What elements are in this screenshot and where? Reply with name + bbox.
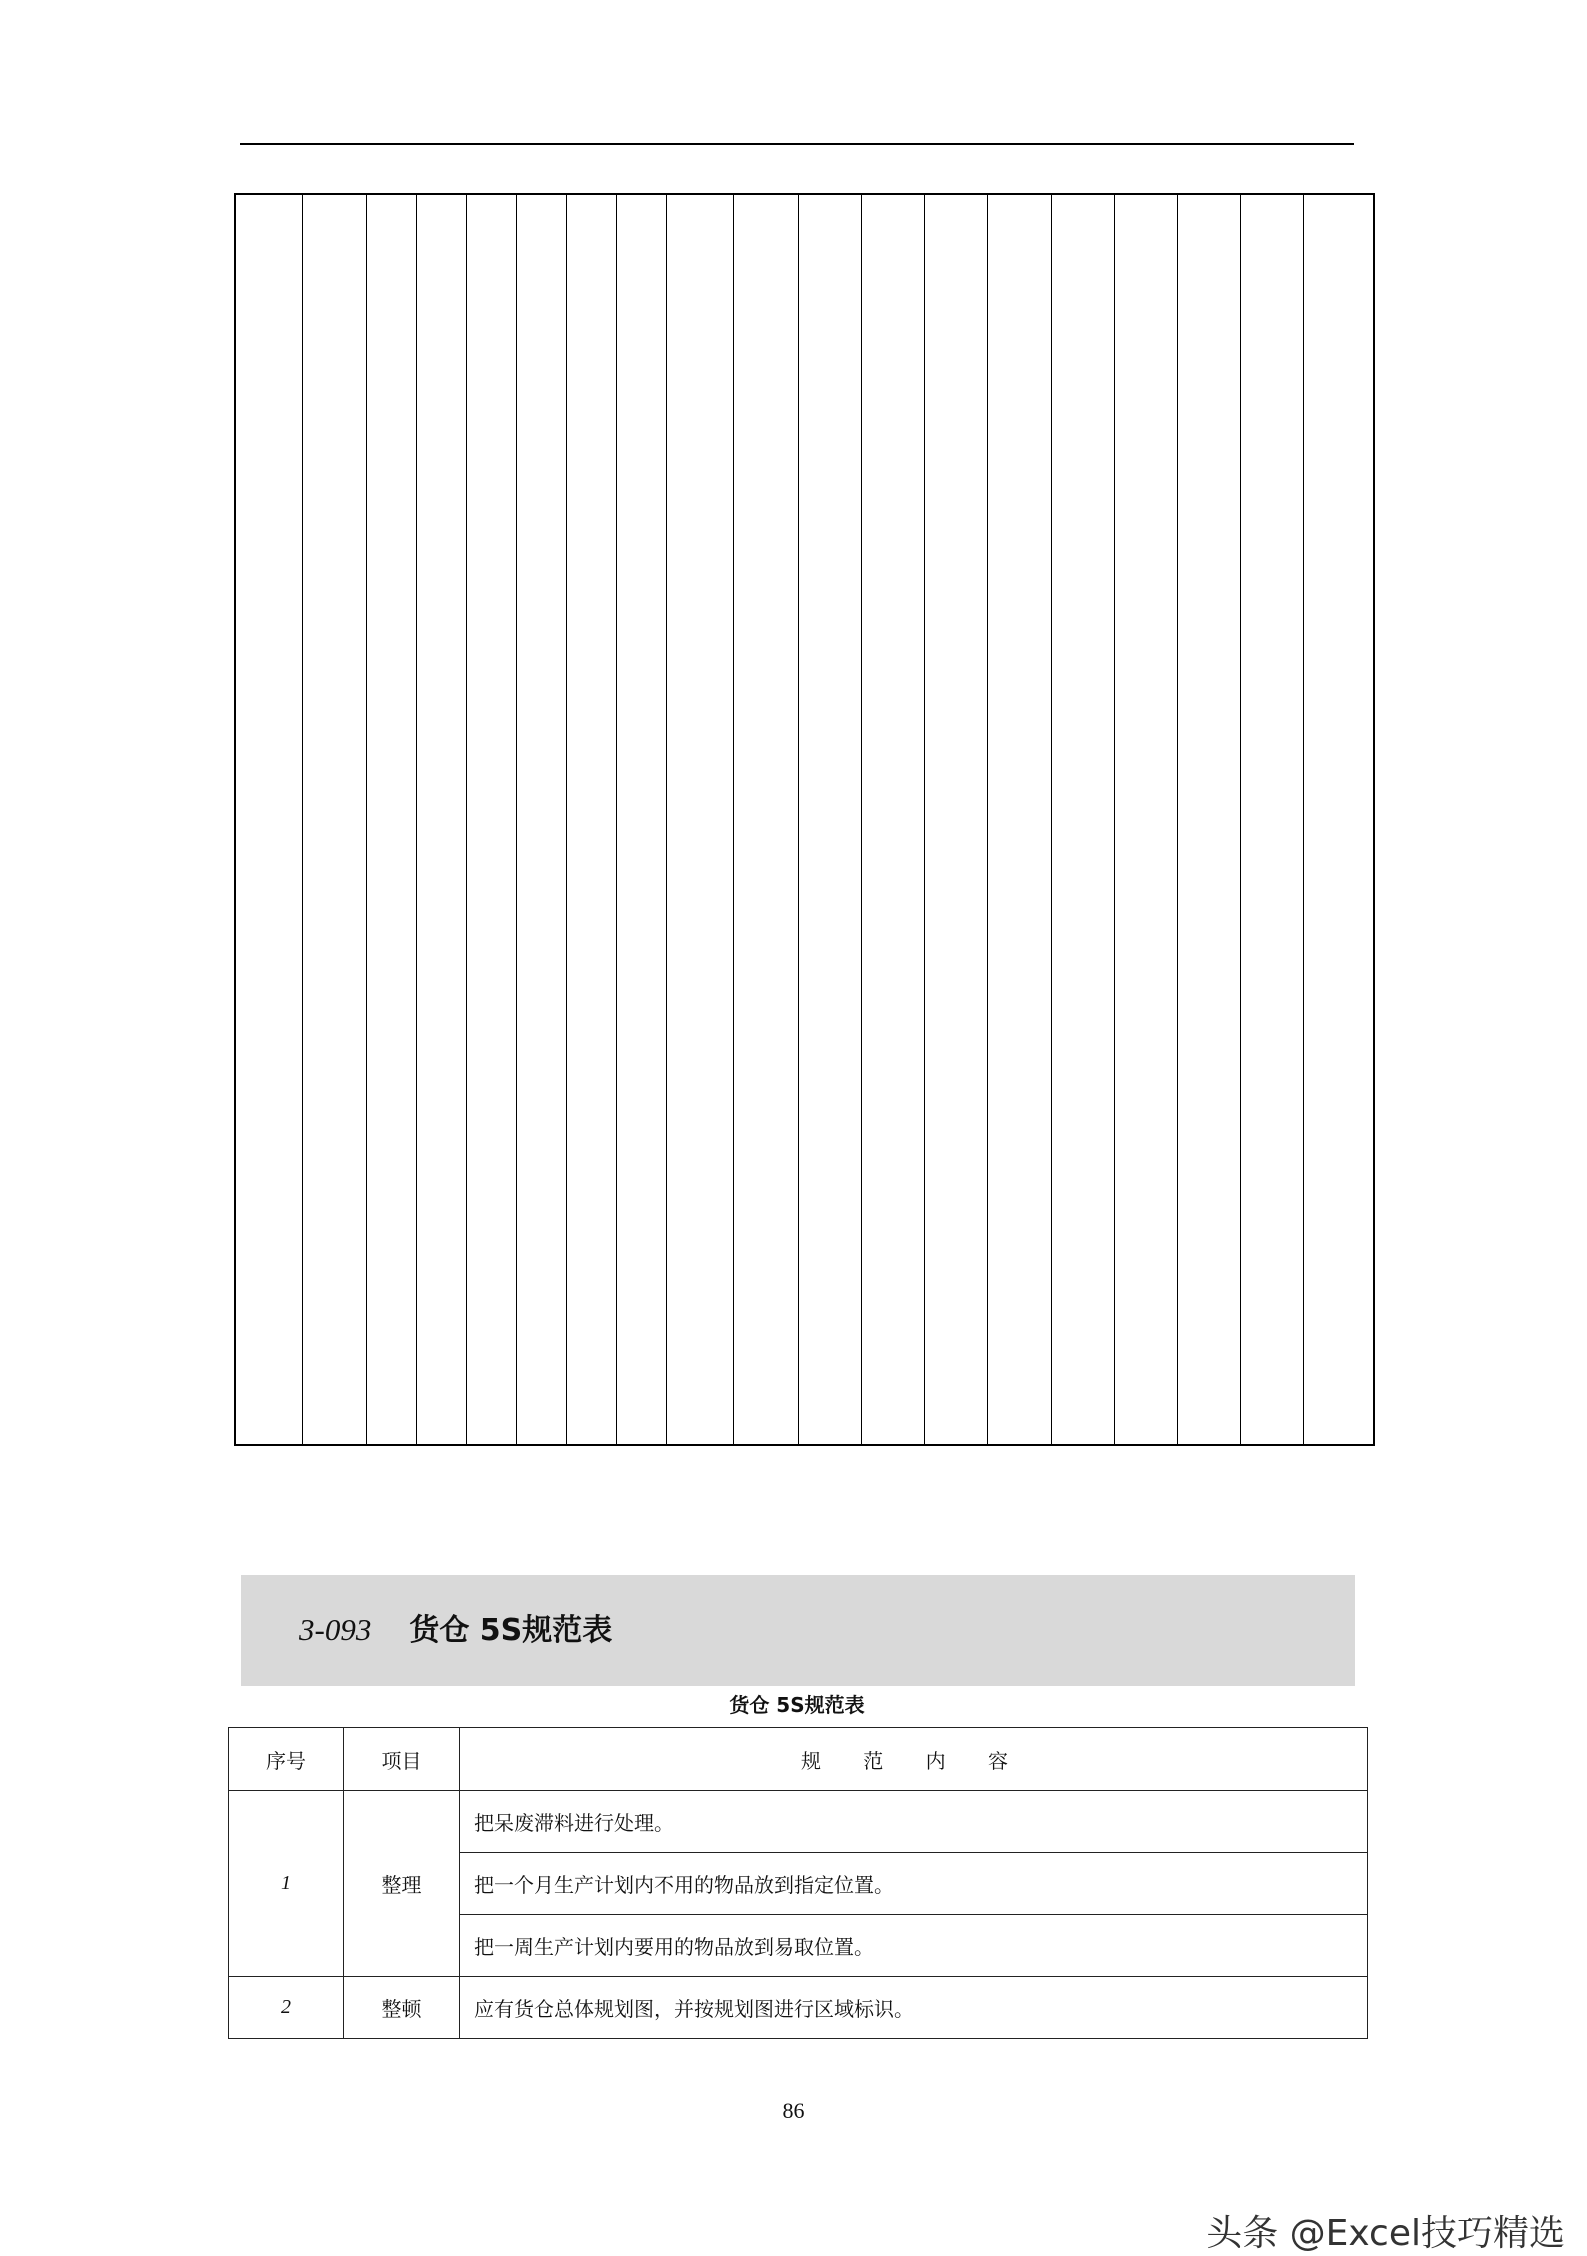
table-header-row — [229, 1728, 1368, 1791]
grid-column-line — [516, 195, 517, 1444]
grid-column-line — [302, 195, 303, 1444]
section-code: 3-093 — [299, 1612, 372, 1647]
grid-column-line — [1051, 195, 1052, 1444]
row-content: 把一周生产计划内要用的物品放到易取位置。 — [460, 1915, 1368, 1977]
section-title-text: 货仓 5S规范表 — [409, 1613, 613, 1648]
grid-column-line — [798, 195, 799, 1444]
header-content: 规 范 内 容 — [460, 1728, 1368, 1791]
grid-column-line — [1114, 195, 1115, 1444]
grid-column-line — [616, 195, 617, 1444]
grid-column-line — [1240, 195, 1241, 1444]
header-no: 序号 — [229, 1728, 344, 1791]
spec-table — [228, 1727, 1368, 2039]
page-number: 86 — [782, 2098, 805, 2123]
row-number: 2 — [229, 1977, 344, 2039]
grid-column-line — [1177, 195, 1178, 1444]
watermark: 头条 @Excel技巧精选 — [1206, 2213, 1565, 2254]
grid-column-line — [416, 195, 417, 1444]
row-item: 整理 — [344, 1791, 460, 1977]
row-content: 把呆废滞料进行处理。 — [460, 1791, 1368, 1853]
table-row — [229, 1791, 1368, 1853]
table-row — [229, 1977, 1368, 2039]
grid-column-line — [566, 195, 567, 1444]
grid-column-line — [366, 195, 367, 1444]
grid-column-line — [861, 195, 862, 1444]
ruled-column-grid — [234, 193, 1375, 1446]
section-title — [299, 1605, 612, 1655]
section-banner — [241, 1575, 1355, 1686]
row-number: 1 — [229, 1791, 344, 1977]
grid-column-line — [924, 195, 925, 1444]
header-rule — [240, 143, 1354, 145]
grid-column-line — [666, 195, 667, 1444]
row-item: 整顿 — [344, 1977, 460, 2039]
header-item: 项目 — [344, 1728, 460, 1791]
grid-column-line — [1303, 195, 1304, 1444]
grid-column-line — [987, 195, 988, 1444]
grid-column-line — [466, 195, 467, 1444]
row-content: 把一个月生产计划内不用的物品放到指定位置。 — [460, 1853, 1368, 1915]
row-content: 应有货仓总体规划图，并按规划图进行区域标识。 — [460, 1977, 1368, 2039]
table-caption: 货仓 5S规范表 — [729, 1693, 865, 1717]
grid-column-line — [733, 195, 734, 1444]
